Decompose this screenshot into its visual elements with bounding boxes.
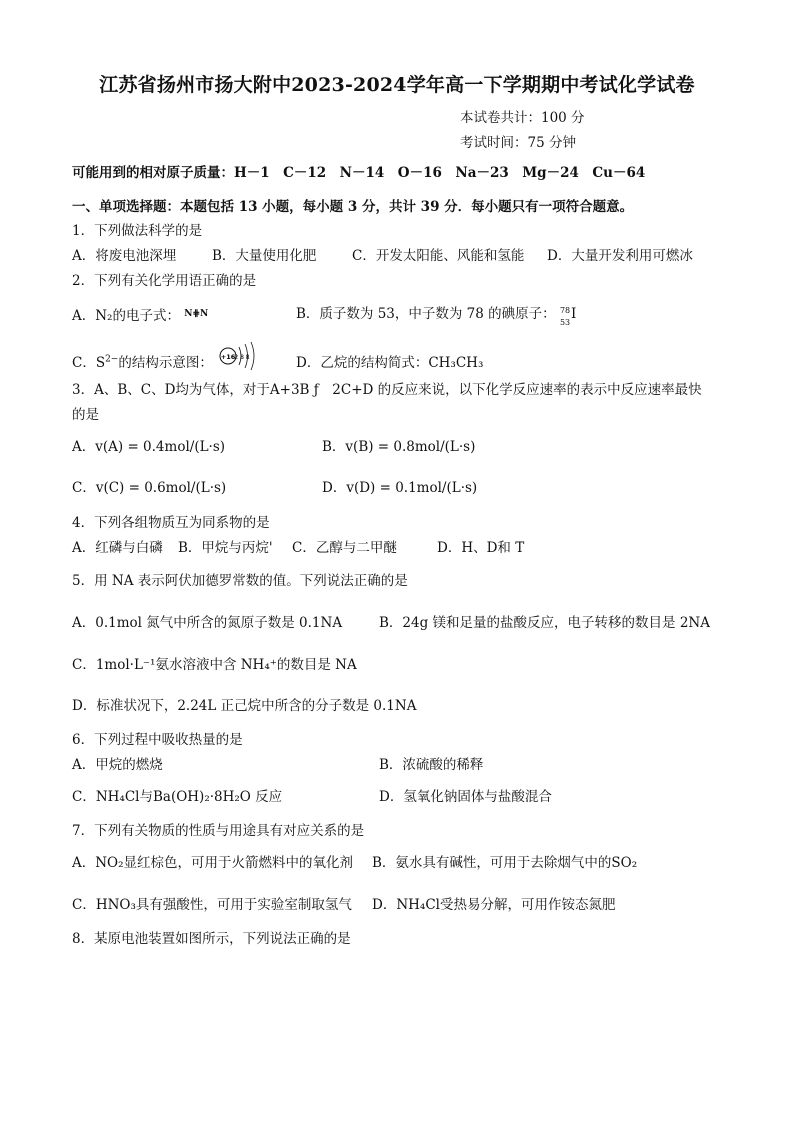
- q3-option-c: C．v(C) = 0.6mol/(L·s): [72, 480, 227, 496]
- q5-option-d: D．标准状况下，2.24L 正己烷中所含的分子数是 0.1NA: [72, 698, 417, 714]
- q7-option-b: B．氨水具有碱性，可用于去除烟气中的SO₂: [372, 855, 638, 871]
- q7-option-a: A．NO₂显红棕色，可用于火箭燃料中的氧化剂: [72, 855, 354, 871]
- shell-values: 2 8 8: [234, 354, 250, 361]
- mass-number: 78: [559, 306, 571, 315]
- exam-time: 考试时间：75 分钟: [460, 135, 576, 151]
- atomic-number: 53: [559, 318, 571, 327]
- q2-option-d: D．乙烷的结构简式：CH₃CH₃: [296, 355, 484, 371]
- q5-option-c: C．1mol·L⁻¹氨水溶液中含 NH₄⁺的数目是 NA: [72, 657, 357, 673]
- q1-option-b: B．大量使用化肥: [212, 248, 317, 264]
- n2-electron-formula: N⋕N: [184, 309, 209, 319]
- q3-option-b: B．v(B) = 0.8mol/(L·s): [322, 439, 476, 455]
- q7-option-c: C．HNO₃具有强酸性，可用于实验室制取氢气: [72, 897, 352, 913]
- question-7-stem: 7．下列有关物质的性质与用途具有对应关系的是: [72, 823, 365, 839]
- q7-option-d: D．NH₄Cl受热易分解，可用作铵态氮肥: [372, 897, 616, 913]
- question-3-stem-cont: 的是: [72, 407, 99, 423]
- total-score: 本试卷共计：100 分: [460, 110, 585, 126]
- question-6-stem: 6．下列过程中吸收热量的是: [72, 732, 243, 748]
- q1-option-d: D．大量开发利用可燃冰: [547, 248, 693, 264]
- q4-option-b: B．甲烷与丙烷': [178, 540, 273, 556]
- q6-option-d: D．氢氧化钠固体与盐酸混合: [379, 789, 552, 805]
- question-1-stem: 1．下列做法科学的是: [72, 223, 203, 239]
- q2-option-b-label: B．质子数为 53，中子数为 78 的碘原子：: [296, 306, 556, 322]
- q2-option-c-prefix: C．S: [72, 355, 106, 371]
- q4-option-a: A．红磷与白磷: [72, 540, 163, 556]
- q2-option-c: [72, 354, 213, 372]
- q3-option-d: D．v(D) = 0.1mol/(L·s): [322, 480, 478, 496]
- q4-option-c: C．乙醇与二甲醚: [292, 540, 397, 556]
- q5-option-b: B．24g 镁和足量的盐酸反应，电子转移的数目是 2NA: [379, 615, 710, 631]
- question-8-stem: 8．某原电池装置如图所示，下列说法正确的是: [72, 931, 351, 947]
- sulfide-structure-diagram: [218, 339, 258, 373]
- q1-option-c: C．开发太阳能、风能和氢能: [352, 248, 525, 264]
- nucleus-charge: +16: [220, 353, 236, 361]
- q2-option-c-suffix: 的结构示意图：: [118, 355, 213, 371]
- q6-option-b: B．浓硫酸的稀释: [379, 757, 484, 773]
- q2-option-a-label: A．N₂的电子式：: [72, 308, 180, 324]
- section-heading: 一、单项选择题：本题包括 13 小题，每小题 3 分，共计 39 分．每小题只有一项符合题意。: [72, 199, 634, 215]
- q5-option-a: A．0.1mol 氮气中所含的氮原子数是 0.1NA: [72, 615, 343, 631]
- q2-option-a: [72, 305, 208, 325]
- iodine-nuclide-symbol: [559, 305, 580, 327]
- question-4-stem: 4．下列各组物质互为同系物的是: [72, 515, 270, 531]
- q3-option-a: A．v(A) = 0.4mol/(L·s): [72, 439, 226, 455]
- sulfide-charge: 2−: [105, 354, 119, 365]
- atomic-masses: 可能用到的相对原子质量：H－1 C－12 N－14 O－16 Na－23 Mg－24 Cu－64: [72, 165, 646, 181]
- q1-option-a: A．将废电池深埋: [72, 248, 177, 264]
- q2-option-b: [296, 305, 580, 327]
- question-3-stem: 3．A、B、C、D均为气体，对于A+3B ƒ 2C+D 的反应来说，以下化学反应速率的表示中反应速率最快: [72, 382, 702, 398]
- exam-title: 江苏省扬州市扬大附中2023-2024学年高一下学期期中考试化学试卷: [99, 74, 695, 96]
- q6-option-a: A．甲烷的燃烧: [72, 757, 163, 773]
- question-2-stem: 2．下列有关化学用语正确的是: [72, 273, 257, 289]
- element-symbol: I: [570, 306, 577, 322]
- q6-option-c: C．NH₄Cl与Ba(OH)₂·8H₂O 反应: [72, 789, 283, 805]
- question-5-stem: 5．用 NA 表示阿伏加德罗常数的值。下列说法正确的是: [72, 573, 408, 589]
- q4-option-d: D．H、D和 T: [437, 540, 525, 556]
